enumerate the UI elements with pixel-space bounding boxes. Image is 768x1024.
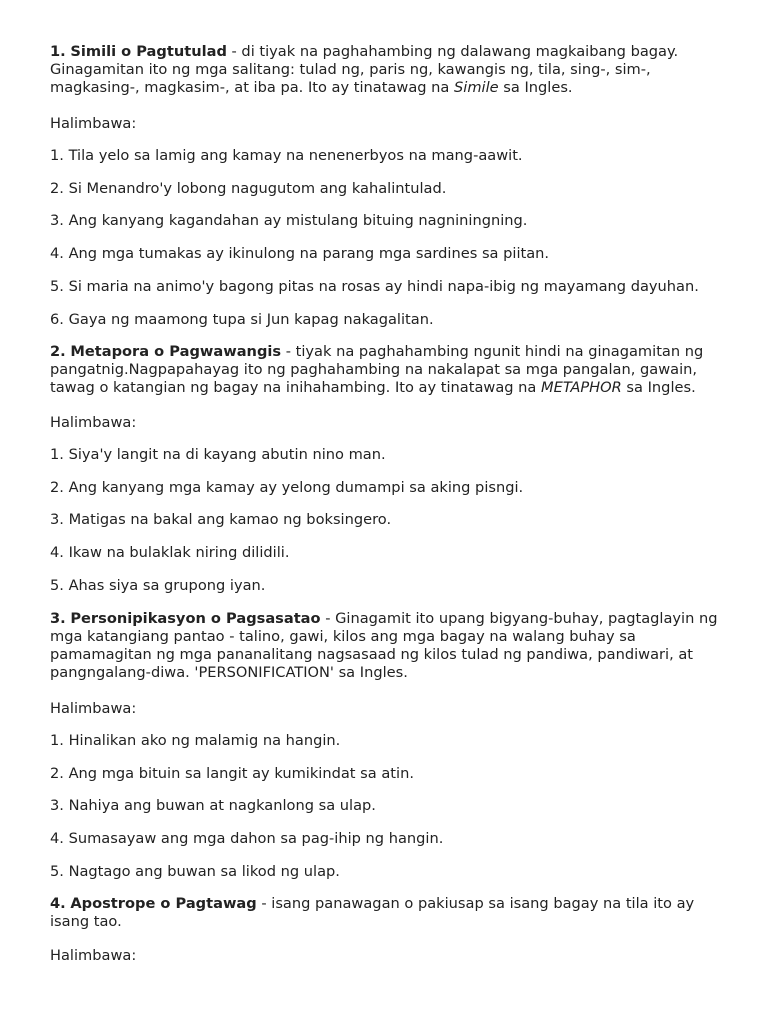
section-2-definition bbox=[50, 343, 735, 397]
definition-text: - Ginagamit ito upang bigyang-buhay, pagtaglayin ng mga katangiang pantao - talino, gawi, kilos ang mga bagay na walang buhay sa pamamagitan ng mga pananalitang nagsasaad ng kilos tulad ng pandiwa, pandiwari, at pangngalang-diwa. 'PERSONIFICATION' sa Ingles. bbox=[50, 610, 718, 681]
example-item: 3. Nahiya ang buwan at nagkanlong sa ulap. bbox=[50, 797, 376, 814]
definition-text: - isang panawagan o pakiusap sa isang bagay na tila ito ay isang tao. bbox=[50, 895, 695, 930]
section-4-definition bbox=[50, 895, 735, 931]
section-number: 4. bbox=[50, 895, 66, 912]
section-3-definition bbox=[50, 610, 735, 682]
example-item: 1. Siya'y langit na di kayang abutin nino man. bbox=[50, 446, 386, 463]
halimbawa-label: Halimbawa: bbox=[50, 414, 137, 431]
example-item: 3. Ang kanyang kagandahan ay mistulang bituing nagniningning. bbox=[50, 212, 528, 229]
section-number: 1. bbox=[50, 43, 66, 60]
example-item: 5. Nagtago ang buwan sa likod ng ulap. bbox=[50, 863, 340, 880]
section-1-definition bbox=[50, 43, 735, 97]
section-heading: Metapora o Pagwawangis bbox=[70, 343, 282, 360]
halimbawa-label: Halimbawa: bbox=[50, 700, 137, 717]
example-item: 2. Si Menandro'y lobong nagugutom ang kahalintulad. bbox=[50, 180, 447, 197]
definition-text-end: sa Ingles. bbox=[621, 379, 696, 396]
definition-text-end: sa Ingles. bbox=[498, 79, 573, 96]
example-item: 1. Hinalikan ako ng malamig na hangin. bbox=[50, 732, 341, 749]
example-item: 1. Tila yelo sa lamig ang kamay na nenenerbyos na mang-aawit. bbox=[50, 147, 523, 164]
example-item: 3. Matigas na bakal ang kamao ng boksingero. bbox=[50, 511, 392, 528]
definition-text: - di tiyak na paghahambing ng dalawang magkaibang bagay. Ginagamitan ito ng mga salitang: tulad ng, paris ng, kawangis ng, tila, sing-, sim-, magkasing-, magkasim-, at iba pa. Ito ay tinatawag na bbox=[50, 43, 679, 96]
definition-term: Simile bbox=[454, 79, 499, 96]
definition-text: - tiyak na paghahambing ngunit hindi na ginagamitan ng pangatnig.Nagpapahayag ito ng paghahambing na nakalapat sa mga pangalan, gawain, tawag o katangian ng bagay na inihahambing. Ito ay tinatawag na bbox=[50, 343, 704, 396]
section-heading: Apostrope o Pagtawag bbox=[70, 895, 257, 912]
halimbawa-label: Halimbawa: bbox=[50, 947, 137, 964]
example-item: 4. Sumasayaw ang mga dahon sa pag-ihip ng hangin. bbox=[50, 830, 444, 847]
example-item: 2. Ang kanyang mga kamay ay yelong dumampi sa aking pisngi. bbox=[50, 479, 524, 496]
section-heading: Simili o Pagtutulad bbox=[70, 43, 227, 60]
section-number: 2. bbox=[50, 343, 66, 360]
example-item: 4. Ikaw na bulaklak niring dilidili. bbox=[50, 544, 290, 561]
halimbawa-label: Halimbawa: bbox=[50, 115, 137, 132]
example-item: 6. Gaya ng maamong tupa si Jun kapag nakagalitan. bbox=[50, 311, 434, 328]
example-item: 5. Ahas siya sa grupong iyan. bbox=[50, 577, 266, 594]
definition-term: METAPHOR bbox=[541, 379, 622, 396]
example-item: 5. Si maria na animo'y bagong pitas na rosas ay hindi napa-ibig ng mayamang dayuhan. bbox=[50, 278, 699, 295]
example-item: 2. Ang mga bituin sa langit ay kumikindat sa atin. bbox=[50, 765, 414, 782]
section-number: 3. bbox=[50, 610, 66, 627]
section-heading: Personipikasyon o Pagsasatao bbox=[70, 610, 321, 627]
example-item: 4. Ang mga tumakas ay ikinulong na parang mga sardines sa piitan. bbox=[50, 245, 550, 262]
